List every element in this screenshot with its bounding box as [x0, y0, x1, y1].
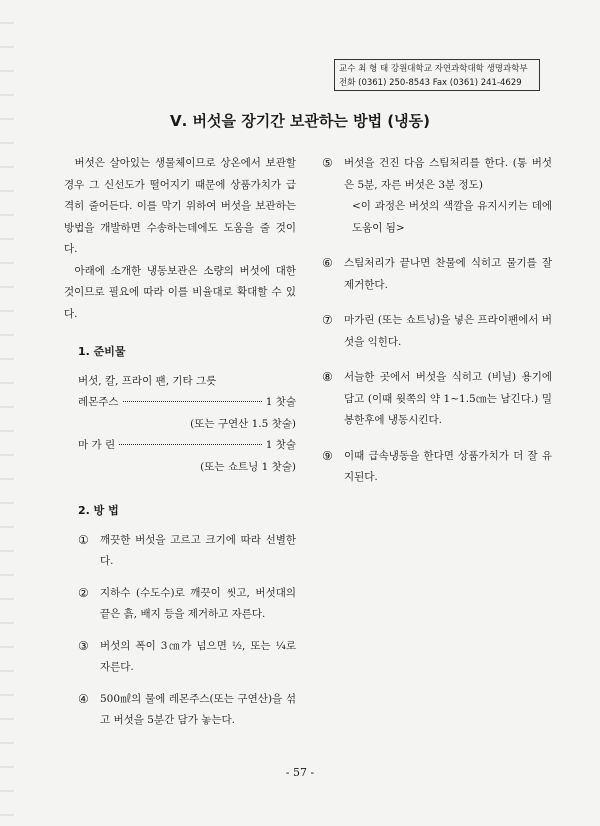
method-steps-left	[64, 530, 296, 732]
margarine-label: 마 가 린	[78, 439, 116, 451]
page-number: - 57 -	[285, 766, 315, 779]
prep-heading: 1. 준비물	[78, 345, 126, 358]
step-number: ⑥	[322, 256, 333, 270]
step-text: 지하수 (수도수)로 깨끗이 씻고, 버섯대의 끝은 흙, 배지 등을 제거하고 자른다.	[100, 586, 296, 620]
step-number: ④	[78, 691, 89, 706]
leader-dots	[119, 444, 262, 445]
step-text: 깨끗한 버섯을 고르고 크기에 따라 선별한다.	[100, 533, 296, 567]
step-text: 버섯을 건진 다음 스팀처리를 한다. (통 버섯은 5분, 자른 버섯은 3분 정도)	[344, 157, 552, 191]
lemon-alt: (또는 구연산 1.5 찻술)	[190, 417, 296, 430]
step-note: <이 과정은 버섯의 색깔을 유지시키는 데에 도움이 됨>	[352, 200, 552, 234]
lemon-qty: 1 찻술	[265, 396, 296, 408]
step-item	[78, 636, 296, 679]
step-text: 스팀처리가 끝나면 찬물에 식히고 물기를 잘 제거한다.	[344, 257, 552, 291]
right-column	[322, 153, 552, 499]
author-info-box	[334, 59, 540, 91]
step-item	[322, 153, 552, 239]
margarine-row	[64, 435, 296, 457]
step-text: 서늘한 곳에서 버섯을 식히고 (비닐) 용기에 담고 (이때 윗쪽의 약 1~1.5㎝는 남긴다.) 밀봉한후에 냉동시킨다.	[344, 371, 552, 426]
lemon-row	[64, 392, 296, 414]
step-number: ⑨	[322, 448, 333, 463]
step-text: 버섯의 폭이 3㎝가 넘으면 ½, 또는 ¼로 자른다.	[100, 639, 296, 673]
step-number: ⑤	[322, 156, 333, 170]
step-item	[78, 530, 296, 573]
contact-line: 전화 (0361) 250-8543 Fax (0361) 241-4629	[339, 78, 522, 88]
step-text: 이때 급속냉동을 한다면 상품가치가 더 잘 유지된다.	[344, 449, 552, 483]
step-item	[322, 446, 552, 489]
margarine-qty: 1 찻술	[265, 439, 296, 451]
step-item	[322, 253, 552, 296]
method-heading: 2. 방 법	[78, 504, 119, 517]
step-text: 500㎖의 물에 레몬주스(또는 구연산)을 섞고 버섯을 5분간 담가 놓는다.	[100, 692, 296, 726]
step-number: ⑧	[322, 370, 333, 384]
lemon-label: 레몬주스	[78, 396, 119, 408]
step-text: 마가린 (또는 쇼트닝)을 넣은 프라이팬에서 버섯을 익힌다.	[344, 314, 552, 348]
page-title: Ⅴ. 버섯을 장기간 보관하는 방법 (냉동)	[170, 112, 430, 130]
step-item	[322, 367, 552, 432]
step-number: ③	[78, 638, 89, 653]
margarine-alt: (또는 쇼트닝 1 찻술)	[200, 460, 296, 473]
step-number: ⑦	[322, 313, 333, 327]
left-column	[64, 153, 296, 742]
intro-paragraph-2: 아래에 소개한 냉동보관은 소량의 버섯에 대한 것이므로 필요에 따라 이를 비율대로 확대할 수 있다.	[64, 264, 296, 320]
step-item	[78, 583, 296, 626]
step-item	[322, 310, 552, 353]
step-item	[78, 689, 296, 732]
author-line: 교수 최 형 태 강원대학교 자연과학대학 생명과학부	[339, 64, 528, 74]
intro-paragraph-1: 버섯은 살아있는 생물체이므로 상온에서 보관할 경우 그 신선도가 떨어지기 때문에 상품가치가 급격히 줄어든다. 이를 막기 위하여 버섯을 보관하는 방법을 개발하면 수송하는데에도 도움을 줄 것이다.	[64, 157, 296, 255]
leader-dots	[123, 401, 262, 402]
step-number: ①	[78, 532, 89, 547]
step-number: ②	[78, 585, 89, 600]
prep-tools: 버섯, 칼, 프라이 팬, 기타 그릇	[78, 374, 217, 387]
